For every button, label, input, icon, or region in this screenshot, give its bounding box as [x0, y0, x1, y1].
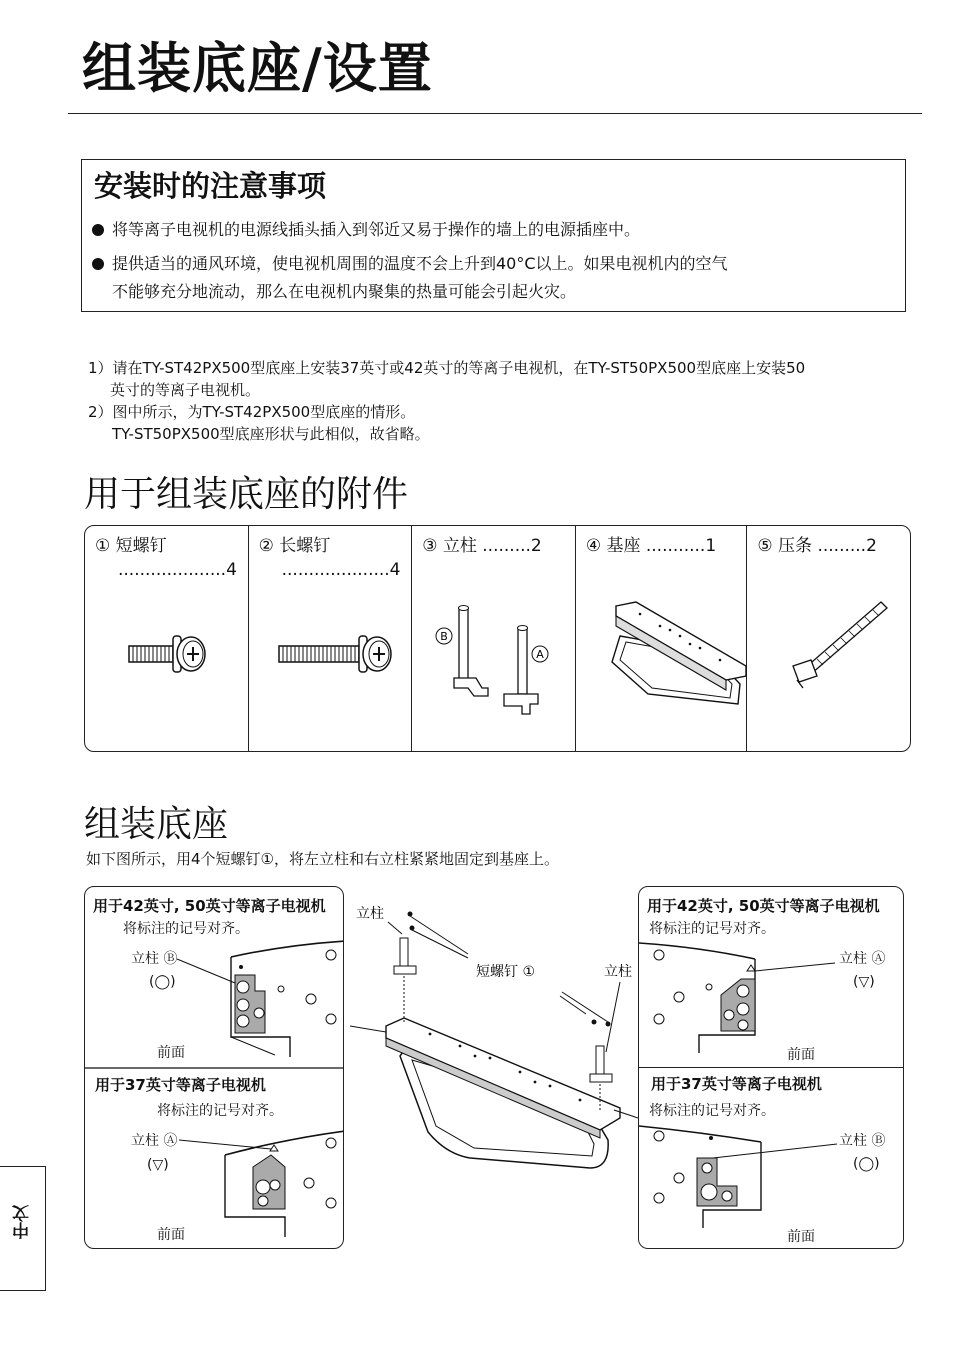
- mark-symbol: (▽): [147, 1157, 169, 1173]
- post-label: 立柱 Ⓑ: [131, 951, 178, 967]
- notice-heading: 安装时的注意事项: [94, 169, 327, 203]
- base-assembly-illustration: [350, 886, 638, 1186]
- right-bottom-detail-panel: [638, 1068, 904, 1249]
- cable-clamp-icon: [783, 596, 893, 696]
- post-right-label: 立柱: [604, 964, 632, 980]
- front-label: 前面: [157, 1227, 185, 1243]
- align-instruction: 将标注的记号对齐。: [649, 1103, 775, 1119]
- align-instruction: 将标注的记号对齐。: [157, 1103, 283, 1119]
- language-tab-label: 中文: [13, 1205, 33, 1239]
- accessory-label: ① 短螺钉: [95, 536, 167, 556]
- assembly-intro: 如下图所示，用4个短螺钉①，将左立柱和右立柱紧紧地固定到基座上。: [86, 850, 559, 868]
- accessory-label: ④ 基座 ...........1: [585, 536, 717, 556]
- post-label: 立柱 Ⓐ: [131, 1133, 178, 1149]
- accessory-quantity: ....................4: [281, 560, 401, 580]
- front-label: 前面: [157, 1045, 185, 1061]
- accessory-quantity: ....................4: [118, 560, 237, 580]
- post-label: 立柱 Ⓑ: [839, 1133, 886, 1149]
- marker-b: B: [440, 630, 448, 643]
- left-detail-panel: [84, 886, 344, 1249]
- right-top-detail-drawing: [639, 887, 904, 1068]
- installation-notice-box: [81, 159, 906, 312]
- marker-a: A: [536, 648, 544, 661]
- accessory-posts: [412, 526, 576, 751]
- note-line: 2）图中所示，为TY-ST42PX500型底座的情形。: [88, 403, 416, 421]
- language-tab: [0, 1166, 46, 1291]
- panel-title: 用于42英寸, 50英寸等离子电视机: [647, 897, 880, 915]
- left-top-detail-drawing: [85, 887, 344, 1249]
- accessory-base: [576, 526, 748, 751]
- post-icon: [432, 598, 562, 718]
- note-line: 英寸的等离子电视机。: [110, 381, 261, 399]
- accessory-label: ③ 立柱 .........2: [422, 536, 542, 556]
- accessories-heading: 用于组装底座的附件: [84, 474, 409, 515]
- accessory-long-screw: [249, 526, 413, 751]
- accessory-label: ② 长螺钉: [258, 536, 331, 556]
- long-screw-icon: [275, 632, 395, 676]
- accessory-clamp: [747, 526, 910, 751]
- note-line: 1）请在TY-ST42PX500型底座上安装37英寸或42英寸的等离子电视机，在TY-ST50PX500型底座上安装50: [88, 359, 806, 377]
- short-screw-icon: [125, 632, 209, 676]
- accessory-label: ⑤ 压条 .........2: [757, 536, 877, 556]
- panel-title: 用于42英寸, 50英寸等离子电视机: [93, 897, 326, 915]
- assembly-heading: 组装底座: [84, 804, 229, 845]
- mark-symbol: (▽): [853, 974, 875, 990]
- right-bottom-detail-drawing: [639, 1068, 904, 1249]
- base-icon: [600, 596, 750, 712]
- mark-symbol: (◯): [853, 1156, 880, 1172]
- mark-symbol: (◯): [149, 974, 176, 990]
- note-line: TY-ST50PX500型底座形状与此相似，故省略。: [112, 425, 430, 443]
- title-divider: [68, 113, 922, 114]
- screw-label: 短螺钉 ①: [476, 964, 536, 980]
- post-left-label: 立柱: [356, 906, 384, 922]
- page-title: 组装底座/设置: [82, 37, 433, 100]
- notice-bullet-2-cont: 不能够充分地流动，那么在电视机内聚集的热量可能会引起火灾。: [112, 282, 577, 301]
- notice-bullet-1: [92, 217, 640, 242]
- panel-title: 用于37英寸等离子电视机: [95, 1076, 266, 1094]
- panel-title: 用于37英寸等离子电视机: [651, 1075, 822, 1093]
- right-top-detail-panel: [638, 886, 904, 1068]
- accessories-table: [84, 525, 911, 752]
- notice-bullet-text: 提供适当的通风环境，使电视机周围的温度不会上升到40°C以上。如果电视机内的空气: [112, 254, 728, 273]
- notice-bullet-2: [92, 251, 728, 276]
- bullet-dot-icon: [92, 224, 104, 236]
- accessory-short-screw: [85, 526, 249, 751]
- bullet-dot-icon: [92, 258, 104, 270]
- notice-bullet-text: 将等离子电视机的电源线插头插入到邻近又易于操作的墙上的电源插座中。: [112, 220, 641, 239]
- front-label: 前面: [787, 1047, 815, 1063]
- align-instruction: 将标注的记号对齐。: [649, 921, 775, 937]
- align-instruction: 将标注的记号对齐。: [123, 921, 249, 937]
- post-label: 立柱 Ⓐ: [839, 951, 886, 967]
- front-label: 前面: [787, 1229, 815, 1245]
